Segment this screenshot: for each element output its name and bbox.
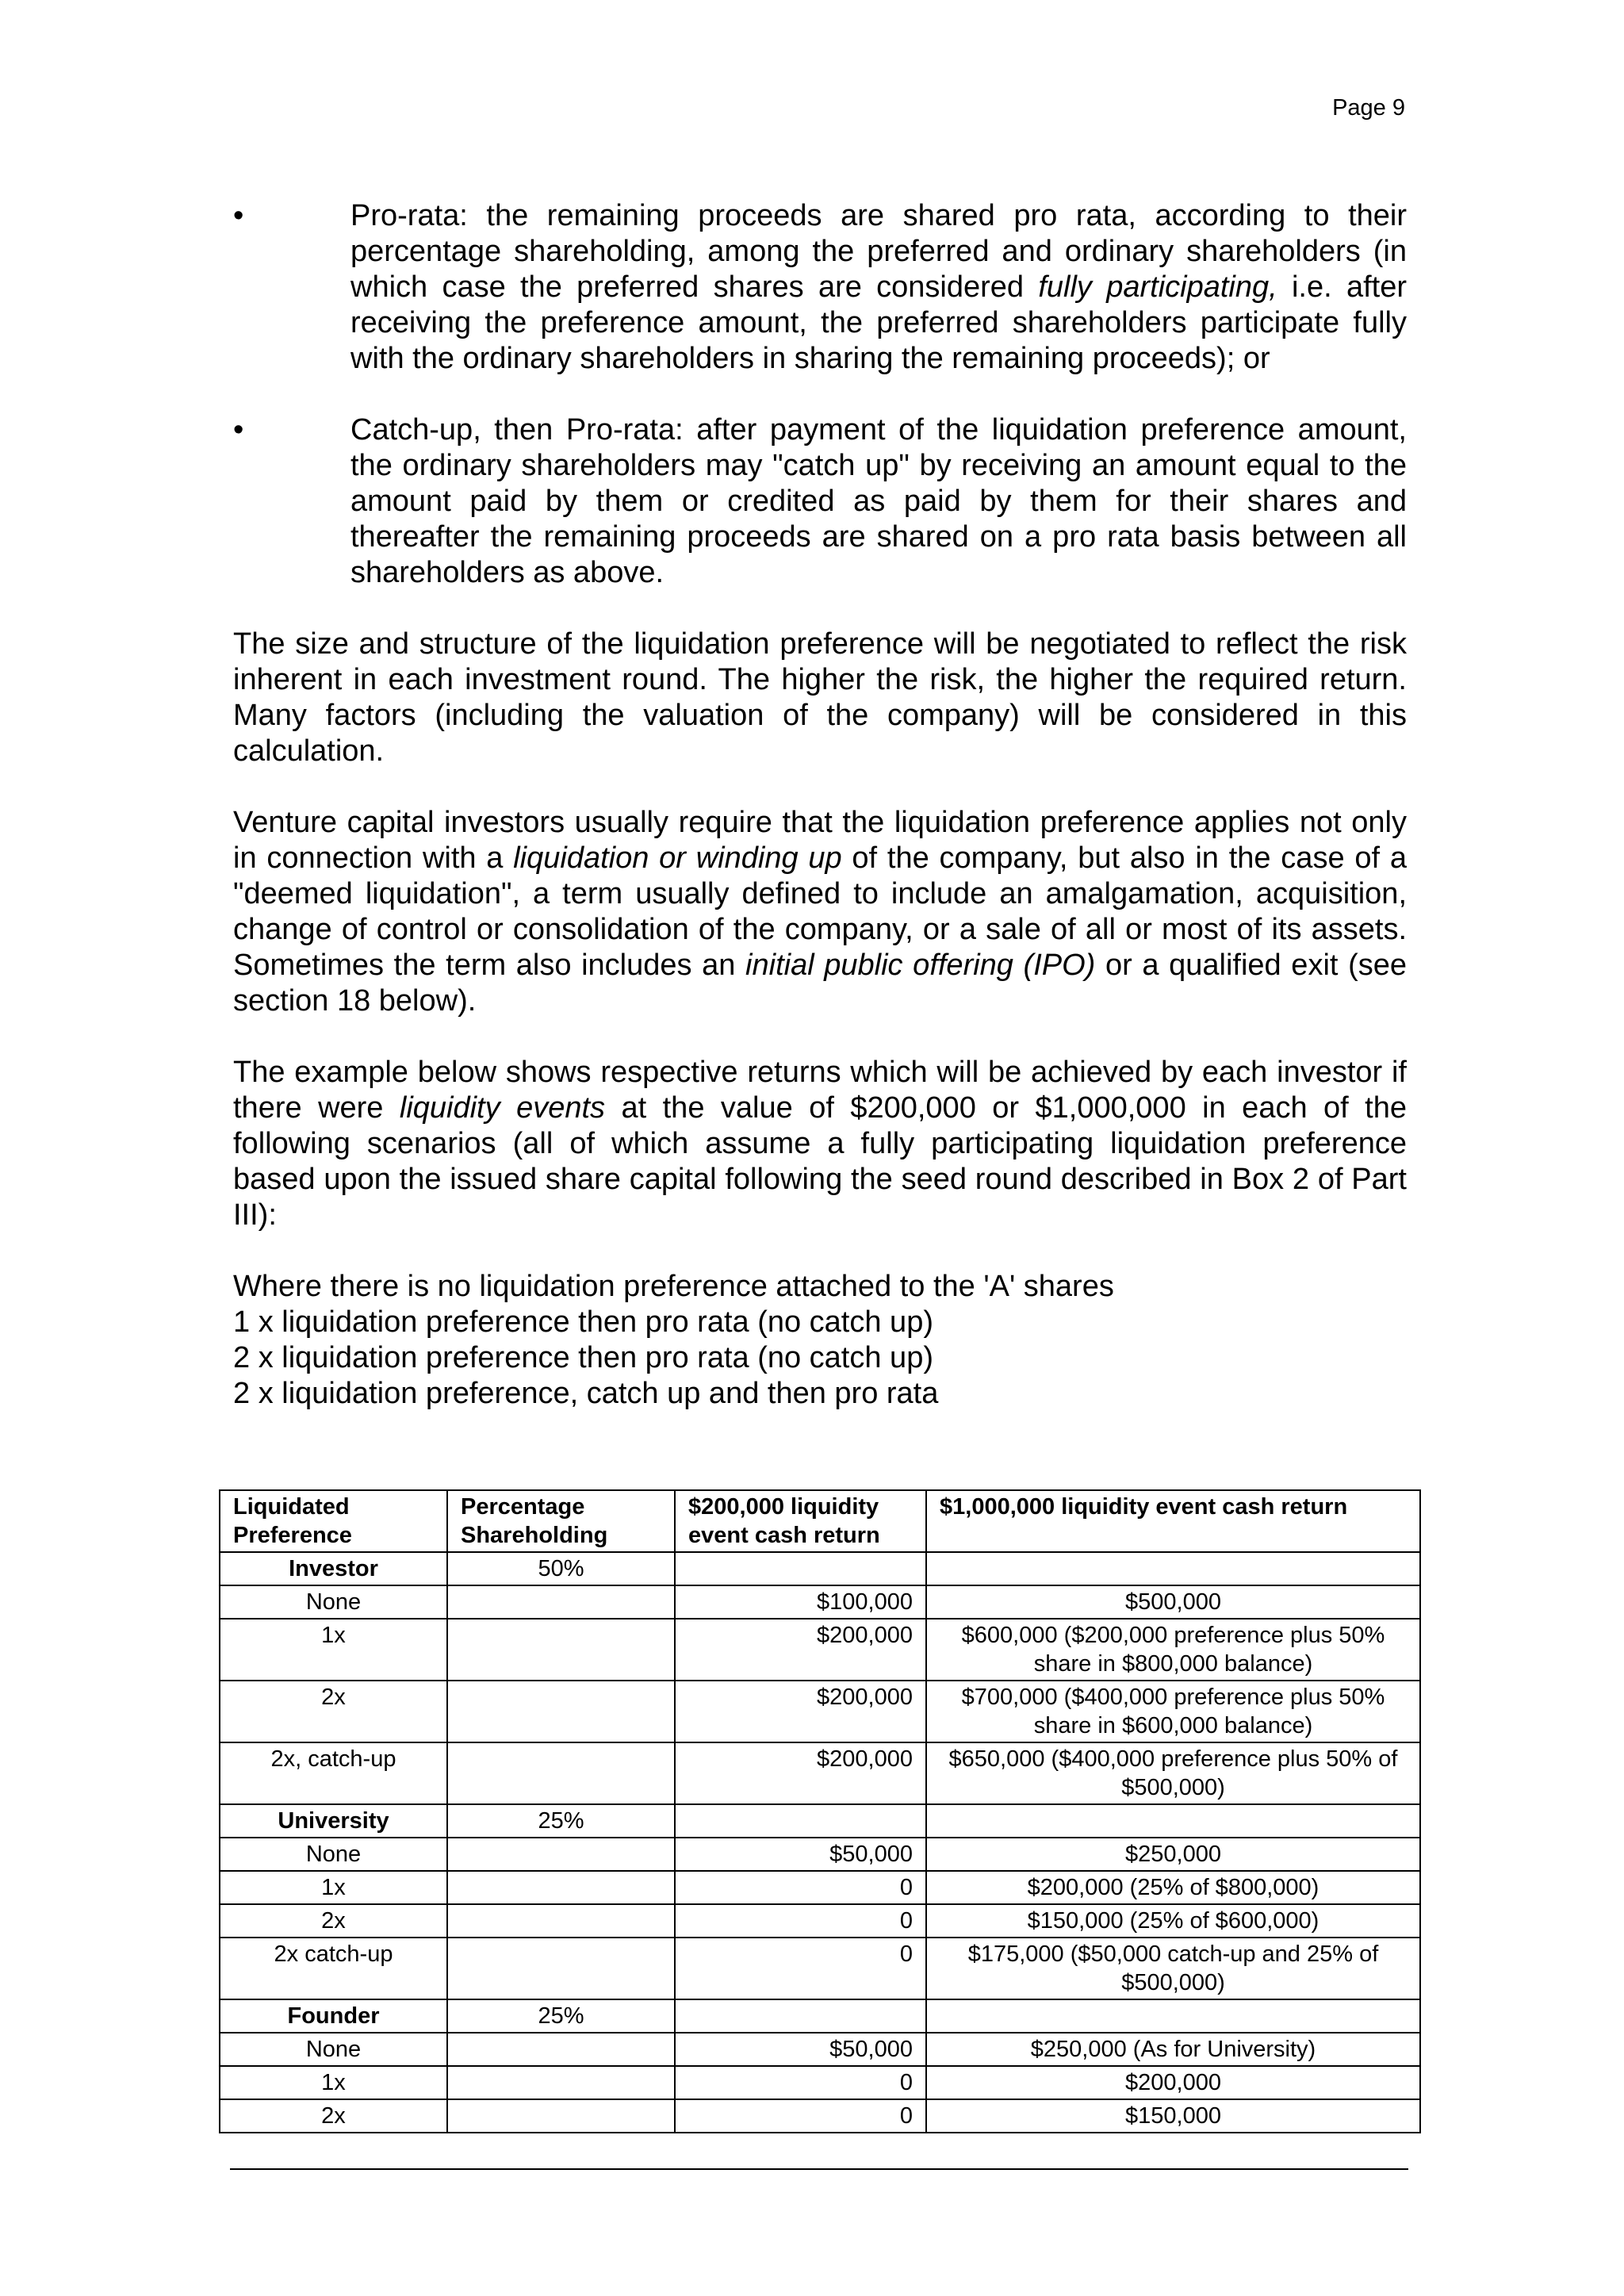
return-1m-cell: $150,000 bbox=[926, 2099, 1420, 2133]
table-group-row bbox=[220, 1552, 1420, 1585]
bullet-item bbox=[233, 412, 1407, 591]
percentage-cell bbox=[447, 2099, 675, 2133]
preference-cell: 2x bbox=[220, 1904, 447, 1938]
return-200k-cell: 0 bbox=[675, 1938, 926, 1999]
document-body bbox=[233, 198, 1407, 1412]
table-row bbox=[220, 1871, 1420, 1904]
percentage-cell bbox=[447, 1742, 675, 1804]
scenario-list bbox=[233, 1269, 1407, 1412]
paragraph: The example below shows respective returns which will be achieved by each investor if there were liquidity events at the value of $200,000 or $1,000,000 in each of the following scenarios (all of which assume a fully participating liquidation preference based upon the issued share capital following the seed round described in Box 2 of Part III): bbox=[233, 1056, 1408, 1232]
return-200k-cell: 0 bbox=[675, 1904, 926, 1938]
return-1m-cell: $200,000 bbox=[926, 2066, 1420, 2099]
table-group-row bbox=[220, 1804, 1420, 1838]
table-row bbox=[220, 1681, 1420, 1742]
return-1m-cell: $175,000 ($50,000 catch-up and 25% of $500,000) bbox=[926, 1938, 1420, 1999]
percentage-cell bbox=[447, 1619, 675, 1681]
group-percentage: 25% bbox=[447, 1999, 675, 2033]
scenario-line: 2 x liquidation preference then pro rata (no catch up) bbox=[233, 1341, 933, 1374]
group-percentage: 25% bbox=[447, 1804, 675, 1838]
preference-cell: None bbox=[220, 1838, 447, 1871]
table-row bbox=[220, 2099, 1420, 2133]
table-row bbox=[220, 1619, 1420, 1681]
return-200k-cell: 0 bbox=[675, 1871, 926, 1904]
preference-cell: 1x bbox=[220, 1871, 447, 1904]
bullet-dot-icon: • bbox=[233, 199, 244, 232]
return-1m-cell: $200,000 (25% of $800,000) bbox=[926, 1871, 1420, 1904]
percentage-cell bbox=[447, 1838, 675, 1871]
return-200k-cell: $200,000 bbox=[675, 1742, 926, 1804]
bullet-text: Catch-up, then Pro-rata: after payment of the liquidation preference amount, the ordinary shareholders may "catch up" by receiving an amount equal to the amount paid by them or credited as paid by them for their shares and thereafter the remaining proceeds are shared on a pro rata basis between all shareholders as above. bbox=[350, 413, 1407, 589]
return-1m-cell: $250,000 (As for University) bbox=[926, 2033, 1420, 2066]
return-200k-cell: $200,000 bbox=[675, 1619, 926, 1681]
percentage-cell bbox=[447, 1871, 675, 1904]
return-1m-cell: $250,000 bbox=[926, 1838, 1420, 1871]
column-header: Liquidated Preference bbox=[220, 1490, 447, 1552]
percentage-cell bbox=[447, 1938, 675, 1999]
table-row bbox=[220, 1838, 1420, 1871]
preference-cell: None bbox=[220, 1585, 447, 1619]
scenario-line: 2 x liquidation preference, catch up and then pro rata bbox=[233, 1377, 939, 1410]
paragraph: The size and structure of the liquidation preference will be negotiated to reflect the risk inherent in each investment round. The higher the risk, the higher the required return. Many factors (including the valuation of the company) will be considered in this calculation. bbox=[233, 627, 1407, 768]
bullet-item bbox=[233, 198, 1407, 377]
preference-cell: 1x bbox=[220, 2066, 447, 2099]
preference-cell: None bbox=[220, 2033, 447, 2066]
return-200k-cell: $50,000 bbox=[675, 2033, 926, 2066]
percentage-cell bbox=[447, 2066, 675, 2099]
return-1m-cell: $700,000 ($400,000 preference plus 50% share in $600,000 balance) bbox=[926, 1681, 1420, 1742]
return-1m-cell: $500,000 bbox=[926, 1585, 1420, 1619]
table-row bbox=[220, 1938, 1420, 1999]
return-1m-cell: $600,000 ($200,000 preference plus 50% share in $800,000 balance) bbox=[926, 1619, 1420, 1681]
column-header: $1,000,000 liquidity event cash return bbox=[926, 1490, 1420, 1552]
empty-cell bbox=[926, 1804, 1420, 1838]
scenario-line: 1 x liquidation preference then pro rata (no catch up) bbox=[233, 1305, 933, 1339]
table-row bbox=[220, 1585, 1420, 1619]
group-name: Founder bbox=[220, 1999, 447, 2033]
table-row bbox=[220, 2066, 1420, 2099]
empty-cell bbox=[675, 1552, 926, 1585]
group-percentage: 50% bbox=[447, 1552, 675, 1585]
column-header: $200,000 liquidity event cash return bbox=[675, 1490, 926, 1552]
return-200k-cell: 0 bbox=[675, 2099, 926, 2133]
table-body bbox=[220, 1552, 1420, 2133]
table-row bbox=[220, 1904, 1420, 1938]
paragraph: Venture capital investors usually require that the liquidation preference applies not only in connection with a liquidation or winding up of the company, but also in the case of a "deemed liquidation", a term usually defined to include an amalgamation, acquisition, change of control or consolidation of the company, or a sale of all or most of its assets. Sometimes the term also includes an initial public offering (IPO) or a qualified exit (see section 18 below). bbox=[233, 806, 1407, 1018]
return-1m-cell: $150,000 (25% of $600,000) bbox=[926, 1904, 1420, 1938]
column-header: Percentage Shareholding bbox=[447, 1490, 675, 1552]
percentage-cell bbox=[447, 1904, 675, 1938]
bullet-text: Pro-rata: the remaining proceeds are shared pro rata, according to their percentage shareholding, among the preferred and ordinary shareholders (in which case the preferred shares are considered fully participating, i.e. after receiving the preference amount, the preferred shareholders participate fully with the ordinary shareholders in sharing the remaining proceeds); or bbox=[350, 199, 1407, 375]
return-200k-cell: $200,000 bbox=[675, 1681, 926, 1742]
bullet-dot-icon: • bbox=[233, 413, 244, 447]
empty-cell bbox=[926, 1552, 1420, 1585]
scenario-line: Where there is no liquidation preference attached to the 'A' shares bbox=[233, 1270, 1114, 1303]
preference-cell: 1x bbox=[220, 1619, 447, 1681]
returns-table bbox=[219, 1489, 1421, 2133]
return-200k-cell: 0 bbox=[675, 2066, 926, 2099]
preference-cell: 2x catch-up bbox=[220, 1938, 447, 1999]
table-row bbox=[220, 2033, 1420, 2066]
percentage-cell bbox=[447, 2033, 675, 2066]
page-number: Page 9 bbox=[1332, 95, 1405, 121]
table-row bbox=[220, 1742, 1420, 1804]
table-header-row bbox=[220, 1490, 1420, 1552]
empty-cell bbox=[675, 1804, 926, 1838]
group-name: University bbox=[220, 1804, 447, 1838]
preference-cell: 2x, catch-up bbox=[220, 1742, 447, 1804]
table-group-row bbox=[220, 1999, 1420, 2033]
footer-divider bbox=[230, 2168, 1408, 2170]
empty-cell bbox=[926, 1999, 1420, 2033]
return-200k-cell: $50,000 bbox=[675, 1838, 926, 1871]
preference-cell: 2x bbox=[220, 2099, 447, 2133]
empty-cell bbox=[675, 1999, 926, 2033]
group-name: Investor bbox=[220, 1552, 447, 1585]
percentage-cell bbox=[447, 1681, 675, 1742]
preference-cell: 2x bbox=[220, 1681, 447, 1742]
percentage-cell bbox=[447, 1585, 675, 1619]
return-200k-cell: $100,000 bbox=[675, 1585, 926, 1619]
return-1m-cell: $650,000 ($400,000 preference plus 50% of $500,000) bbox=[926, 1742, 1420, 1804]
